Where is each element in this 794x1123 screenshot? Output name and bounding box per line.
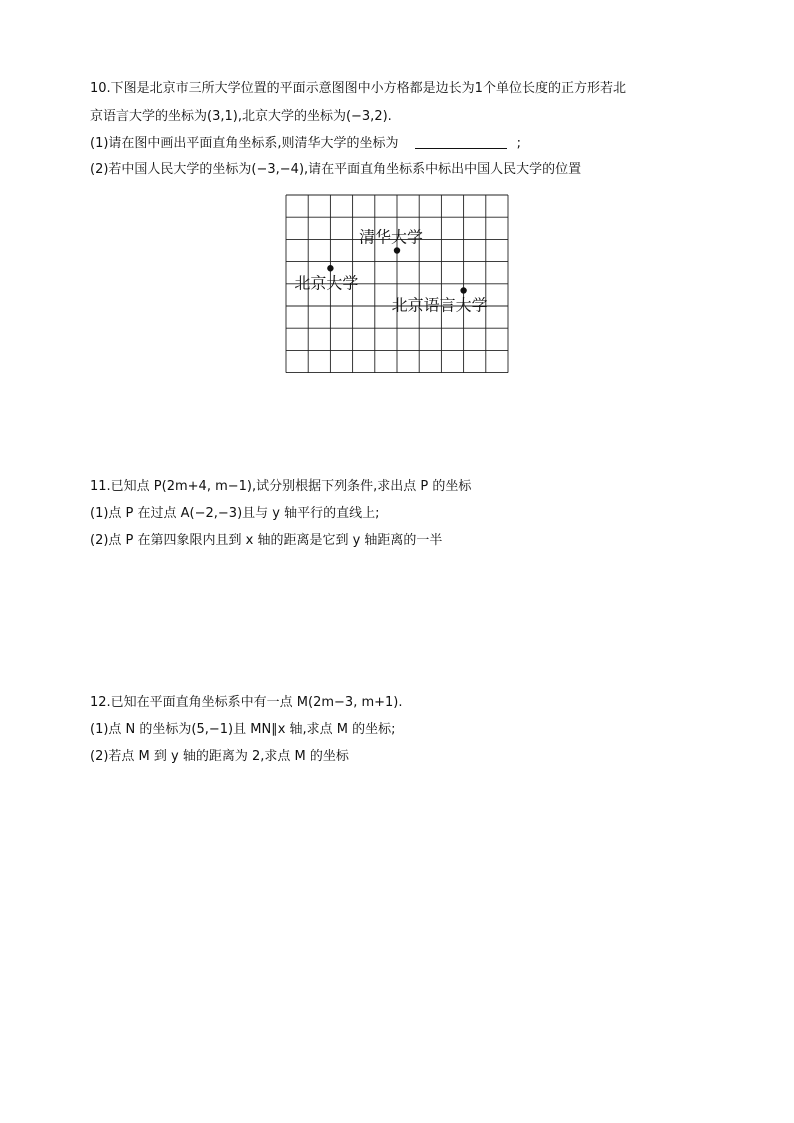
q11-line1: 11.已知点 P(2m+4, m−1),试分别根据下列条件,求出点 P 的坐标 [90, 479, 472, 494]
location-point [327, 265, 333, 271]
q12-part1: (1)点 N 的坐标为(5,−1)且 MN∥x 轴,求点 M 的坐标; [90, 722, 396, 737]
q10-part2: (2)若中国人民大学的坐标为(−3,−4),请在平面直角坐标系中标出中国人民大学的位置 [90, 162, 582, 177]
q11-part2: (2)点 P 在第四象限内且到 x 轴的距离是它到 y 轴距离的一半 [90, 533, 443, 548]
q10-part1-end: ; [516, 136, 521, 151]
q12-part2: (2)若点 M 到 y 轴的距离为 2,求点 M 的坐标 [90, 749, 349, 764]
location-label: 清华大学 [359, 227, 424, 247]
location-point [460, 287, 466, 293]
q10-line1: 10.下图是北京市三所大学位置的平面示意图图中小方格都是边长为1个单位长度的正方形若北 [90, 81, 626, 96]
q12-line1: 12.已知在平面直角坐标系中有一点 M(2m−3, m+1). [90, 695, 403, 710]
q10-line2: 京语言大学的坐标为(3,1),北京大学的坐标为(−3,2). [90, 109, 392, 124]
q10-part1-text: (1)请在图中画出平面直角坐标系,则清华大学的坐标为 [90, 136, 399, 151]
location-label: 北京大学 [294, 273, 359, 293]
location-point [394, 247, 400, 253]
location-label: 北京语言大学 [391, 295, 488, 315]
q11-part1: (1)点 P 在过点 A(−2,−3)且与 y 轴平行的直线上; [90, 506, 380, 521]
